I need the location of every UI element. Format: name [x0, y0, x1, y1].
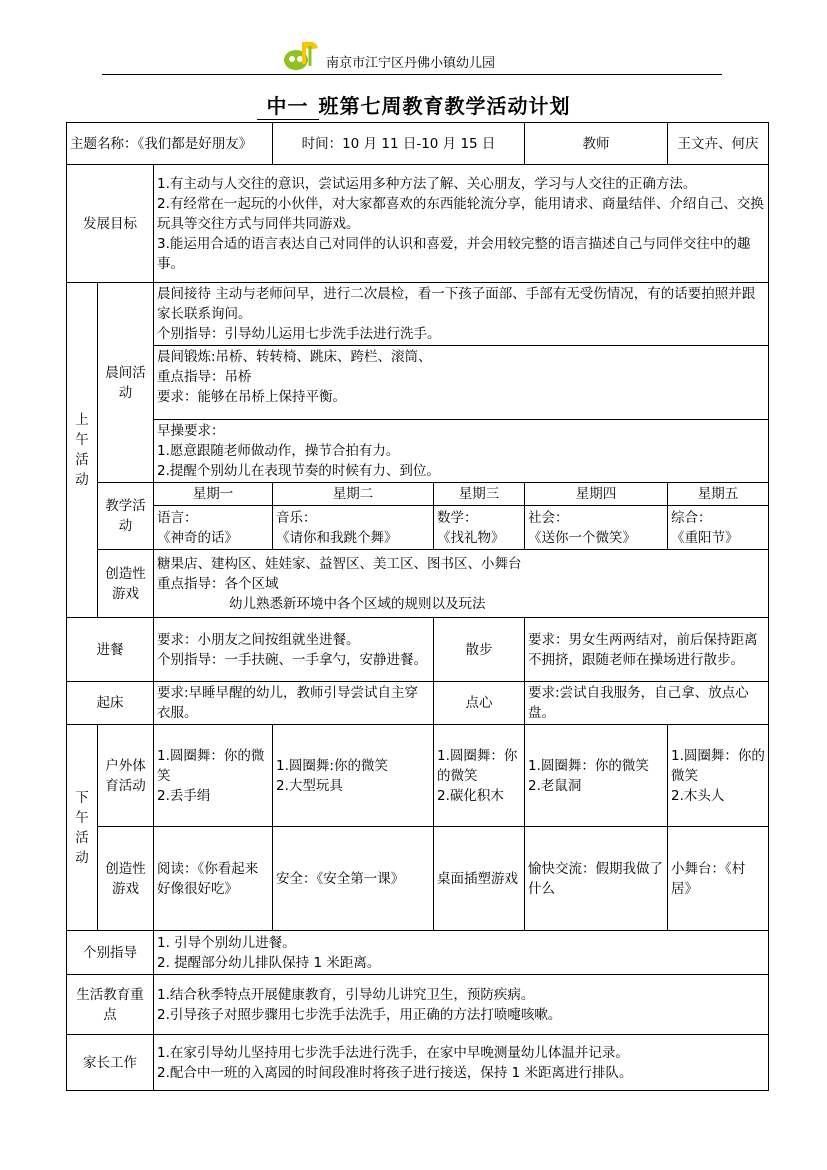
- info-row: [67, 123, 769, 165]
- parents-item: 1.在家引导幼儿坚持用七步洗手法进行洗手，在家中早晚测量幼儿体温并记录。: [157, 1044, 629, 1061]
- parents-content: [154, 1035, 769, 1091]
- snack-label: 点心: [434, 682, 525, 725]
- drill-title: 早操要求：: [157, 423, 225, 439]
- individual-content: [154, 931, 769, 975]
- lesson-title: 《送你一个微笑》: [528, 529, 637, 546]
- creative-pm-mon: 阅读：《你看起来好像很好吃》: [154, 827, 273, 931]
- lesson-title: 《找礼物》: [437, 529, 505, 546]
- exercise-content: [154, 346, 769, 420]
- outdoor-item: 2.丢手绢: [157, 787, 211, 804]
- lesson-thu: [525, 506, 668, 550]
- lesson-title: 《神奇的话》: [157, 529, 238, 546]
- afternoon-section-label: 下午活动: [67, 725, 98, 931]
- reception-text: 晨间接待 主动与老师问早，进行二次晨检，看一下孩子面部、手部有无受伤情况，有的话要拍照并跟家长联系询问。: [157, 286, 756, 322]
- subject: 数学：: [437, 509, 478, 526]
- walk-label: 散步: [434, 618, 525, 682]
- exercise-text: 晨间锻炼:吊桥、转转椅、跳床、跨栏、滚筒、: [157, 349, 432, 365]
- teacher-label: 教师: [525, 123, 668, 165]
- individual-label: 个别指导: [67, 931, 154, 975]
- creative-pm-label: 创造性游戏: [98, 827, 154, 931]
- outdoor-item: 2.碳化积木: [437, 787, 504, 804]
- life-content: [154, 975, 769, 1035]
- page-title: [0, 90, 827, 120]
- morning-activity-label: 晨间活动: [98, 283, 154, 483]
- wake-content: 要求:早睡早醒的幼儿，教师引导尝试自主穿衣服。: [154, 682, 434, 725]
- day-tue: 星期二: [273, 483, 434, 506]
- header-divider: [102, 74, 722, 75]
- individual-item: 1. 引导个别幼儿进餐。: [157, 934, 296, 951]
- page-header: [0, 0, 827, 80]
- outdoor-label: 户外体育活动: [98, 725, 154, 827]
- outdoor-item: 2.大型玩具: [276, 777, 343, 794]
- reception-content: [154, 283, 769, 346]
- lesson-fri: [668, 506, 769, 550]
- life-label: 生活教育重 点: [67, 975, 154, 1035]
- day-fri: 星期五: [668, 483, 769, 506]
- drill-item: 2.提醒个别幼儿在表现节奏的时候有力、到位。: [157, 463, 440, 479]
- meal-row: [67, 618, 769, 682]
- morning-exercise-row: [67, 346, 769, 420]
- goals-content: [154, 165, 769, 283]
- snack-content: 要求:尝试自我服务，自己拿、放点心盘。: [525, 682, 769, 725]
- creative-am-row: [67, 550, 769, 618]
- parents-item: 2.配合中一班的入离园的时间段准时将孩子进行接送，保持 1 米距离进行排队。: [157, 1064, 633, 1081]
- creative-goal: 幼儿熟悉新环境中各个区域的规则以及玩法: [229, 595, 486, 612]
- lesson-mon: [154, 506, 273, 550]
- teacher-names: 王文卉、何庆: [668, 123, 769, 165]
- outdoor-tue: [273, 725, 434, 827]
- day-mon: 星期一: [154, 483, 273, 506]
- parents-label: 家长工作: [67, 1035, 154, 1091]
- goals-row: [67, 165, 769, 283]
- morning-reception-row: [67, 283, 769, 346]
- lesson-title: 《重阳节》: [671, 529, 739, 546]
- lessons-row: [67, 506, 769, 550]
- individual-row: [67, 931, 769, 975]
- meal-guidance: 个别指导：一手扶碗、一手拿勺，安静进餐。: [157, 651, 427, 668]
- outdoor-thu: [525, 725, 668, 827]
- meal-content: [154, 618, 434, 682]
- creative-pm-thu: 愉快交流：假期我做了什么: [525, 827, 668, 931]
- morning-section-label: 上午活动: [67, 283, 98, 618]
- outdoor-item: 1.圆圈舞：你的微笑: [157, 747, 265, 784]
- creative-pm-fri: 小舞台：《村居》: [668, 827, 769, 931]
- goal-item: 1.有主动与人交往的意识，尝试运用多种方法了解、关心朋友，学习与人交往的正确方法。: [157, 175, 697, 192]
- title-rest: 班第七周教育教学活动计划: [318, 94, 571, 118]
- time-cell: 时间：10 月 11 日-10 月 15 日: [273, 123, 525, 165]
- outdoor-wed: [434, 725, 525, 827]
- outdoor-item: 1.圆圈舞:你的微笑: [276, 757, 388, 774]
- subject: 语言：: [157, 509, 198, 526]
- kindergarten-logo-icon: [282, 38, 322, 72]
- life-item: 1.结合秋季特点开展健康教育，引导幼儿讲究卫生，预防疾病。: [157, 986, 535, 1003]
- lesson-tue: [273, 506, 434, 550]
- school-name: 南京市江宁区丹佛小镇幼儿园: [326, 56, 496, 71]
- subject: 音乐：: [276, 509, 317, 526]
- exercise-focus: 重点指导：吊桥: [157, 369, 252, 385]
- class-name: 中一: [257, 90, 319, 120]
- life-item: 2.引导孩子对照步骤用七步洗手法洗手，用正确的方法打喷嚏咳嗽。: [157, 1006, 562, 1023]
- day-thu: 星期四: [525, 483, 668, 506]
- drill-item: 1.愿意跟随老师做动作，操节合拍有力。: [157, 443, 400, 459]
- goal-item: 2.有经常在一起玩的小伙伴，对大家都喜欢的东西能轮流分享，能用请求、商量结伴、介绍自己、交换玩具等交往方式与同伴共同游戏。: [157, 195, 764, 232]
- creative-am-content: [154, 550, 769, 618]
- subject: 综合：: [671, 509, 712, 526]
- outdoor-fri: [668, 725, 769, 827]
- wake-label: 起床: [67, 682, 154, 725]
- exercise-requirement: 要求：能够在吊桥上保持平衡。: [157, 389, 346, 405]
- lesson-wed: [434, 506, 525, 550]
- creative-pm-tue: 安全：《安全第一课》: [273, 827, 434, 931]
- outdoor-item: 1.圆圈舞：你的微笑: [528, 757, 649, 774]
- goal-item: 3.能运用合适的语言表达自己对同伴的认识和喜爱，并会用较完整的语言描述自己与同伴交往中的趣事。: [157, 235, 751, 272]
- wake-row: [67, 682, 769, 725]
- reception-guidance: 个别指导：引导幼儿运用七步洗手法进行洗手。: [157, 326, 441, 342]
- creative-pm-row: [67, 827, 769, 931]
- parents-row: [67, 1035, 769, 1091]
- creative-am-label: 创造性游戏: [98, 550, 154, 618]
- outdoor-item: 1.圆圈舞：你的微笑: [437, 747, 518, 784]
- meal-requirement: 要求：小朋友之间按组就坐进餐。: [157, 631, 360, 648]
- meal-label: 进餐: [67, 618, 154, 682]
- teaching-label: 教学活动: [98, 483, 154, 550]
- lesson-title: 《请你和我跳个舞》: [276, 529, 398, 546]
- creative-focus: 重点指导：各个区域: [157, 575, 279, 592]
- day-wed: 星期三: [434, 483, 525, 506]
- weekly-plan-table: [66, 122, 769, 1091]
- drill-content: [154, 420, 769, 483]
- goals-label: 发展目标: [67, 165, 154, 283]
- outdoor-row: [67, 725, 769, 827]
- outdoor-item: 2.老鼠洞: [528, 777, 582, 794]
- outdoor-item: 1.圆圈舞：你的微笑: [671, 747, 765, 784]
- outdoor-item: 2.木头人: [671, 787, 725, 804]
- subject: 社会：: [528, 509, 569, 526]
- outdoor-mon: [154, 725, 273, 827]
- life-row: [67, 975, 769, 1035]
- weekday-row: [67, 483, 769, 506]
- morning-drill-row: [67, 420, 769, 483]
- creative-pm-wed: 桌面插塑游戏: [434, 827, 525, 931]
- creative-areas: 糖果店、建构区、娃娃家、益智区、美工区、图书区、小舞台: [157, 555, 522, 572]
- theme-cell: 主题名称：《我们都是好朋友》: [67, 123, 273, 165]
- walk-content: 要求：男女生两两结对，前后保持距离不拥挤，跟随老师在操场进行散步。: [525, 618, 769, 682]
- individual-item: 2. 提醒部分幼儿排队保持 1 米距离。: [157, 954, 381, 971]
